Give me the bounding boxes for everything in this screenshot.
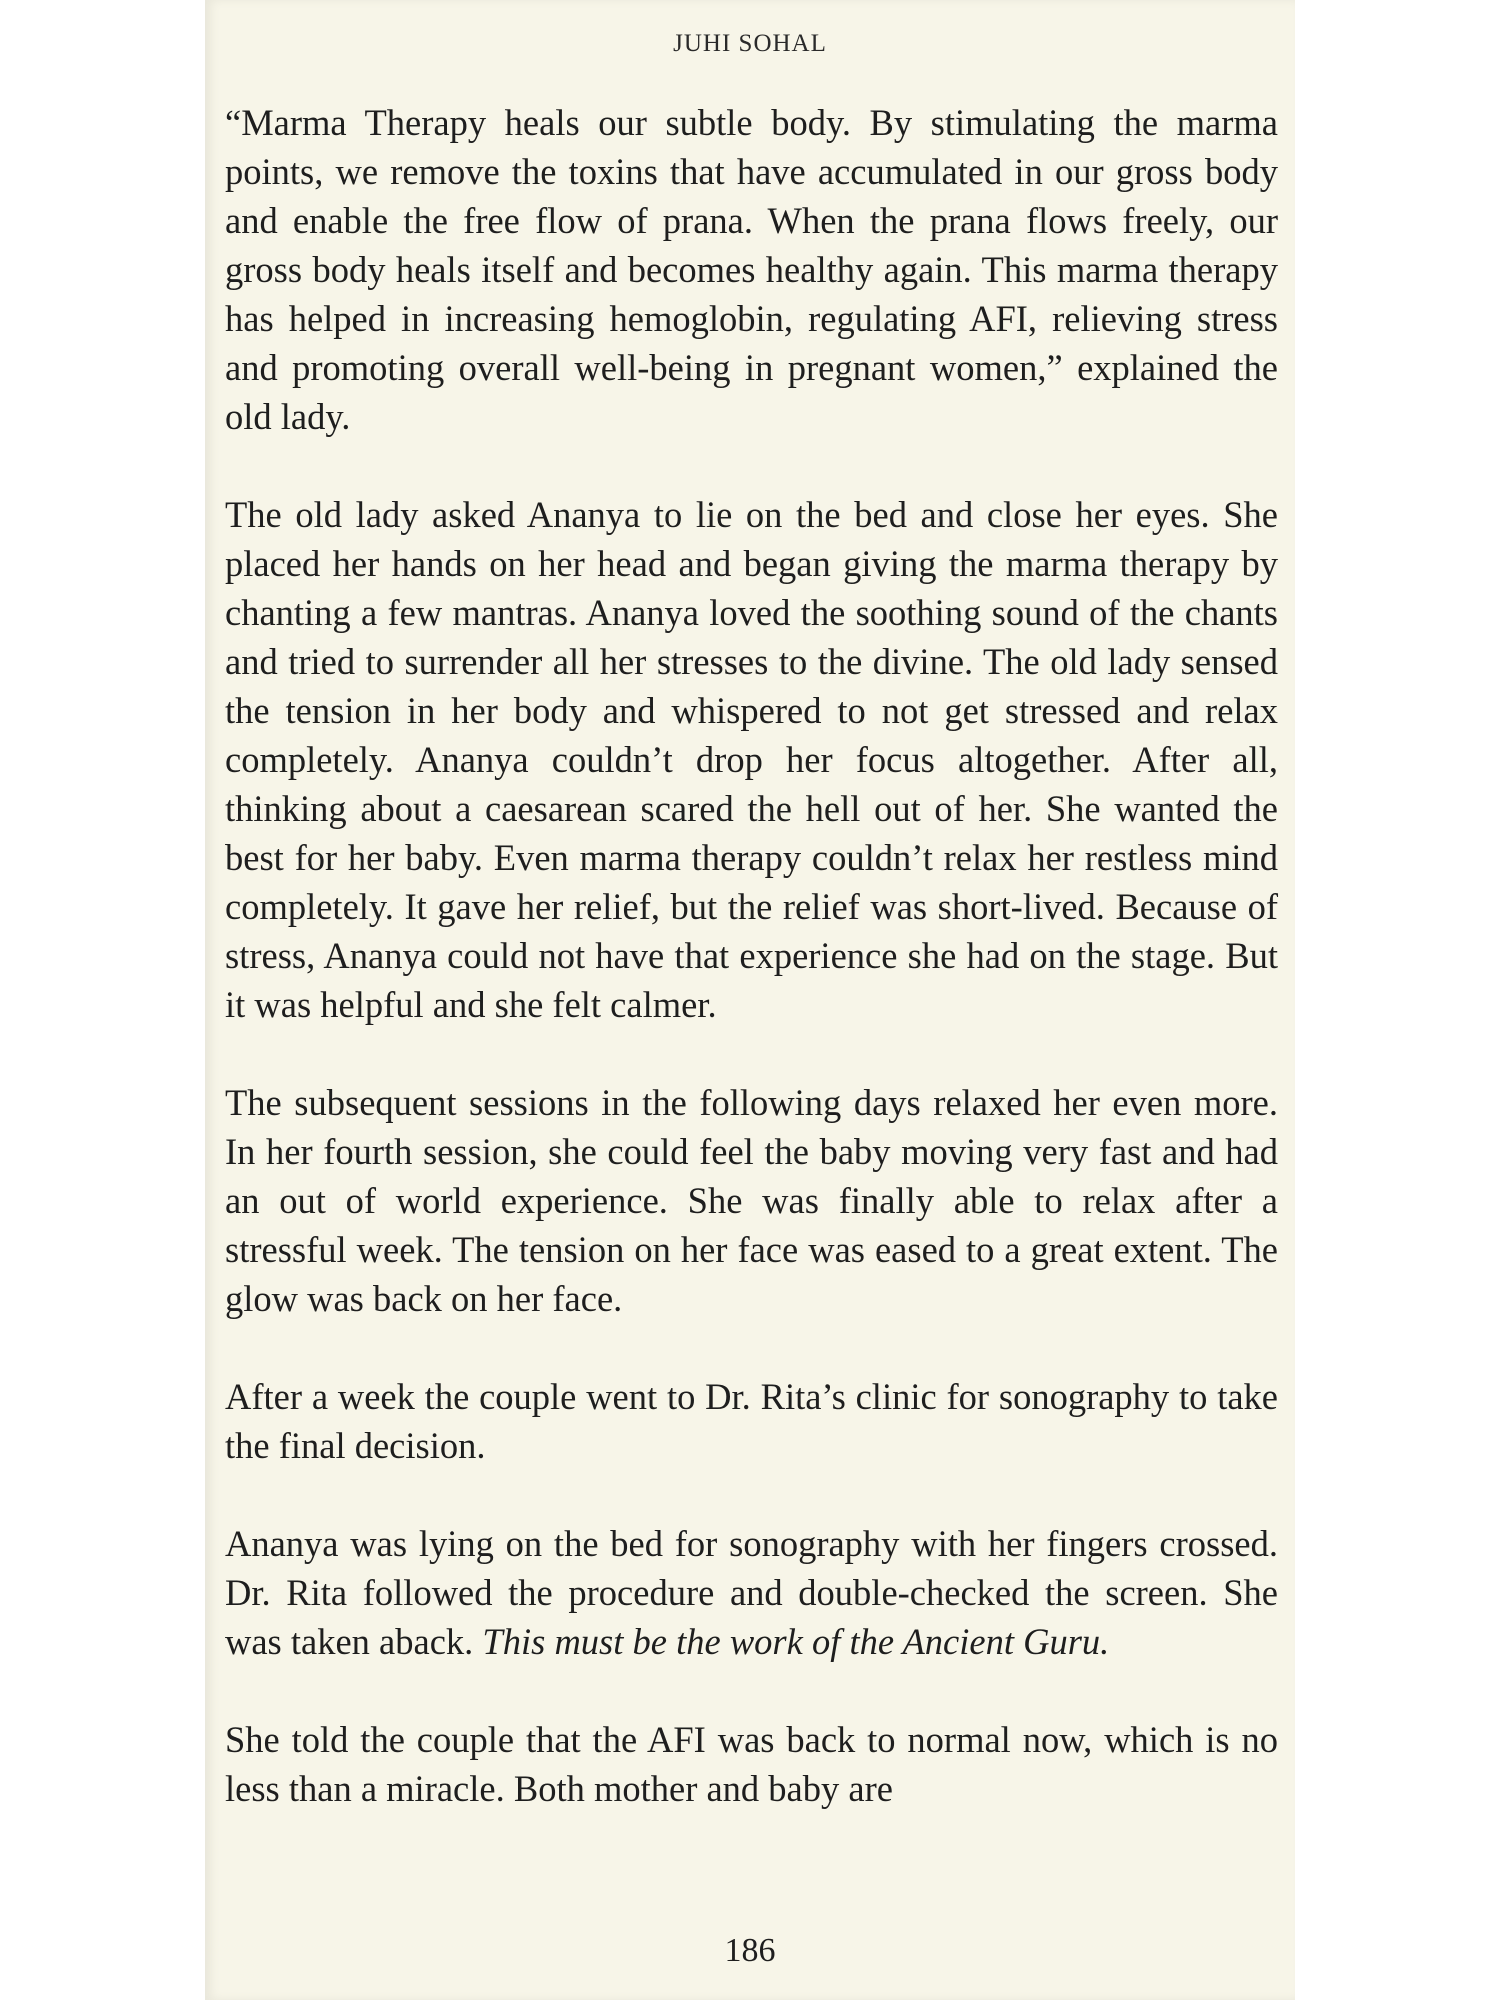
paragraph-marma-explanation: “Marma Therapy heals our subtle body. By stimulating the marma points, we remove the toxins that have accumulated in our gross body and enable the free flow of prana. When the prana flows freely, our gross body heals itself and becomes healthy again. This marma therapy has helped in increasing hemoglobin, regulating AFI, relieving stress and promoting overall well-being in pregnant women,” explained the old lady. [225,102,1278,437]
paragraph-subsequent-sessions: The subsequent sessions in the following days relaxed her even more. In her fourth session, she could feel the baby moving very fast and had an out of world experience. She was finally able to relax after a stressful week. The tension on her face was eased to a great extent. The glow was back on her face. [225,1082,1278,1319]
sonography-text: Ananya was lying on the bed for sonography with her fingers crossed. Dr. Rita followed the procedure and double-checked the screen. She was taken aback. [225,1523,1278,1662]
paragraph-afi-normal: She told the couple that the AFI was back to normal now, which is no less than a miracle. Both mother and baby are [225,1719,1278,1809]
page-number: 186 [724,1932,776,1969]
body-text [225,98,1278,1813]
italic-thought: This must be the work of the Ancient Guru. [482,1621,1110,1662]
paragraph-sonography [225,1519,1278,1666]
paragraph-clinic-visit: After a week the couple went to Dr. Rita’s clinic for sonography to take the final decision. [225,1376,1278,1466]
running-head: JUHI SOHAL [673,30,827,57]
paragraph-therapy-session: The old lady asked Ananya to lie on the bed and close her eyes. She placed her hands on her head and began giving the marma therapy by chanting a few mantras. Ananya loved the soothing sound of the chants and tried to surrender all her stresses to the divine. The old lady sensed the tension in her body and whispered to not get stressed and relax completely. Ananya couldn’t drop her focus altogether. After all, thinking about a caesarean scared the hell out of her. She wanted the best for her baby. Even marma therapy couldn’t relax her restless mind completely. It gave her relief, but the relief was short-lived. Because of stress, Ananya could not have that experience she had on the stage. But it was helpful and she felt calmer. [225,494,1278,1025]
book-page [205,0,1295,2000]
